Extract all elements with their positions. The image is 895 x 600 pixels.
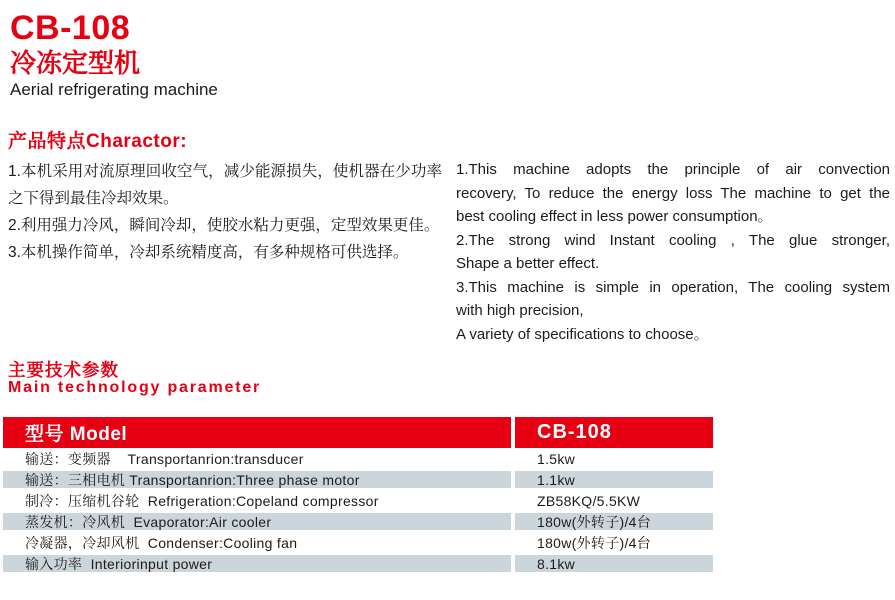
spec-table — [3, 417, 713, 574]
spec-label: 输送：变频器 Transportanrion:transducer — [25, 450, 304, 467]
spec-row-transducer — [3, 448, 713, 469]
page-title-model: CB-108 — [10, 9, 131, 47]
feature-line-cn: 2.利用强力冷风，瞬间冷却，使胶水粘力更强，定型效果更佳。 — [8, 217, 440, 234]
spec-row-input-power — [3, 553, 713, 574]
feature-line-en: Shape a better effect. — [456, 255, 600, 272]
spec-row-three-phase-motor — [3, 469, 713, 490]
feature-line-en: 1.This machine adopts the principle of air convection — [456, 161, 890, 178]
spec-row-condenser — [3, 532, 713, 553]
features-column-chinese — [8, 158, 442, 346]
feature-line-en: 2.The strong wind Instant cooling , The glue stronger, — [456, 231, 890, 249]
spec-value: 1.1kw — [515, 469, 713, 490]
spec-value: ZB58KQ/5.5KW — [537, 492, 641, 509]
feature-line-en: recovery, To reduce the energy loss The machine to get the — [456, 184, 890, 202]
spec-table-header-row — [3, 417, 713, 448]
feature-line-en: A variety of specifications to choose。 — [456, 325, 709, 343]
spec-label: 蒸发机：冷风机 Evaporator:Air cooler — [3, 511, 511, 532]
spec-value: 1.5kw — [537, 450, 576, 467]
spec-label: 制冷：压缩机谷轮 Refrigeration:Copeland compressor — [25, 492, 379, 509]
feature-line-cn: 之下得到最佳冷却效果。 — [8, 190, 179, 207]
specs-heading-chinese: 主要技术参数 — [8, 360, 119, 380]
specs-heading-english: Main technology parameter — [8, 379, 262, 396]
feature-line-en: best cooling effect in less power consumption。 — [456, 208, 773, 225]
title-block — [10, 8, 218, 99]
spec-header-model-label: 型号 Model — [3, 417, 511, 448]
features-column-english — [456, 158, 890, 346]
spec-row-compressor — [3, 490, 713, 511]
features-section — [8, 158, 890, 346]
features-heading: 产品特点Charactor: — [8, 131, 188, 152]
spec-label: 冷凝器，冷却风机 Condenser:Cooling fan — [25, 534, 298, 551]
feature-line-cn: 1.本机采用对流原理回收空气，减少能源损失，使机器在少功率 — [8, 163, 442, 180]
spec-value: 180w(外转子)/4台 — [537, 534, 652, 551]
spec-value: 8.1kw — [515, 553, 713, 574]
feature-line-en: 3.This machine is simple in operation, The cooling system — [456, 278, 890, 296]
spec-label: 输入功率 Interiorinput power — [3, 553, 511, 574]
spec-header-model-value: CB-108 — [515, 417, 713, 448]
spec-label: 输送：三相电机 Transportanrion:Three phase motor — [3, 469, 511, 490]
feature-line-cn: 3.本机操作简单，冷却系统精度高，有多种规格可供选择。 — [8, 244, 409, 261]
feature-line-en: with high precision, — [456, 302, 584, 319]
page-title-english: Aerial refrigerating machine — [10, 80, 218, 99]
page-title-chinese: 冷冻定型机 — [10, 48, 141, 78]
spec-value: 180w(外转子)/4台 — [515, 511, 713, 532]
spec-row-evaporator — [3, 511, 713, 532]
